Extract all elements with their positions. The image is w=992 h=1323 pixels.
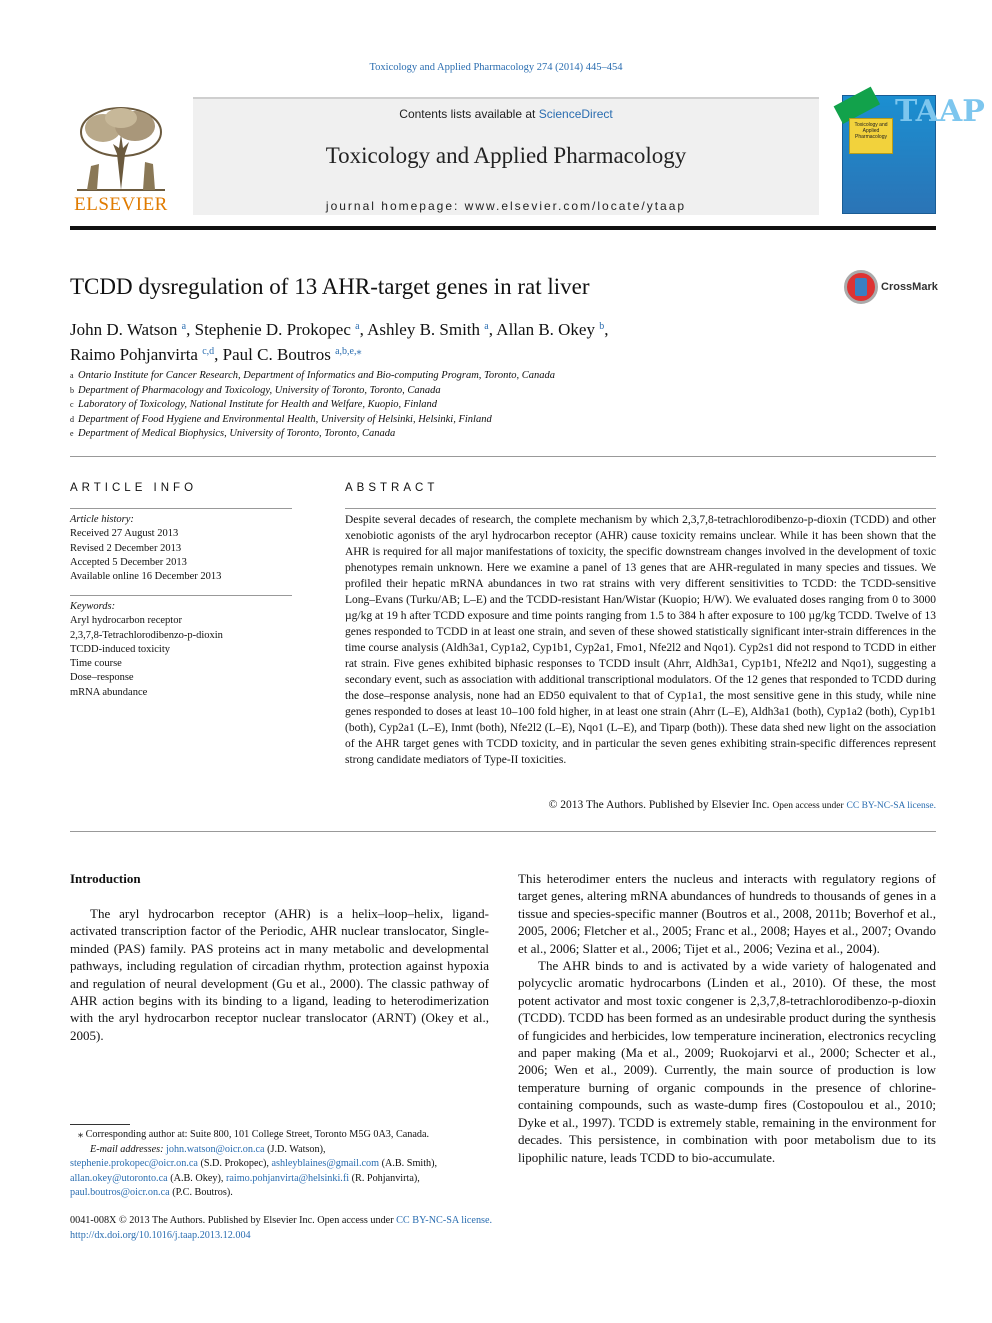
cover-letters: TAAP (895, 94, 985, 129)
author[interactable]: Allan B. Okey $^b$ (496, 320, 605, 339)
keyword: Dose–response (70, 672, 134, 684)
license-link[interactable]: CC BY-NC-SA license. (396, 1215, 493, 1226)
author[interactable]: Paul C. Boutros $^{a,b,e,⁎}$ (222, 345, 362, 364)
divider (345, 508, 936, 509)
affiliation: d Department of Food Hygiene and Environmental Health, University of Helsinki, Helsinki, Finland (70, 413, 492, 425)
divider (70, 456, 936, 457)
crossmark-icon (844, 270, 878, 304)
keyword: mRNA abundance (70, 686, 148, 698)
keyword: Aryl hydrocarbon receptor (70, 615, 182, 627)
footnote-rule (70, 1124, 130, 1125)
journal-title: Toxicology and Applied Pharmacology (325, 143, 687, 168)
section-heading: Introduction (70, 871, 141, 886)
history-item: Available online 16 December 2013 (70, 571, 222, 583)
keywords: Keywords: Aryl hydrocarbon receptor 2,3,7,8-Tetrachlorodibenzo-p-dioxin TCDD-induced toxicity Time course Dose–response mRNA abundance (70, 600, 292, 700)
author[interactable]: John D. Watson $^a$ (70, 320, 187, 339)
contents-line: Contents lists available at ScienceDirect (399, 107, 613, 121)
publisher-name: ELSEVIER (74, 194, 168, 215)
keyword: Time course (70, 658, 122, 670)
email-link[interactable]: raimo.pohjanvirta@helsinki.fi (225, 1172, 350, 1184)
author-list: John D. Watson $^a$, Stephenie D. Prokopec $^a$, Ashley B. Smith $^a$, Allan B. Okey $^b$, Raimo Pohjanvirta $^{c,d}$, Paul C. Boutros $^{a,b,e,⁎}$ (70, 320, 609, 364)
abstract-heading: ABSTRACT (345, 482, 439, 494)
email-link[interactable]: stephenie.prokopec@oicr.on.ca (70, 1158, 198, 1169)
affiliation: c Laboratory of Toxicology, National Institute for Health and Welfare, Kuopio, Finland (70, 399, 438, 410)
history-item: Accepted 5 December 2013 (70, 556, 187, 568)
body-column-left (70, 905, 489, 1044)
keyword: 2,3,7,8-Tetrachlorodibenzo-p-dioxin (70, 629, 223, 641)
affiliation: a Ontario Institute for Cancer Research, Department of Informatics and Bio-computing Program, Toronto, Canada (70, 370, 556, 381)
crossmark-label: CrossMark (881, 281, 938, 293)
author[interactable]: Raimo Pohjanvirta $^{c,d}$ (70, 345, 215, 364)
article-info-heading: ARTICLE INFO (70, 482, 198, 494)
paragraph: This heterodimer enters the nucleus and interacts with regulatory regions of target genes, altering mRNA abundances of hundreds to thousands of genes in a tissue and species-specific manner (Boutros et al., 2008, 2011b; Boverhof et al., 2005, 2006; Fletcher et al., 2005; Franc et al., 2008; Hayes et al., 2007; Ovando et al., 2006; Slatter et al., 2006; Tijet et al., 2006; Vezina et al., 2004). (518, 871, 936, 956)
corresponding-footnote: ⁎ Corresponding author at: Suite 800, 101 College Street, Toronto M5G 0A3, Canada. E-mail addresses: john.watson@oicr.on.ca (J.D. Watson), stephenie.prokopec@oicr.on.ca (S.D. Prokopec), ashleyblaines@gmail.com (A.B. Smith), allan.okey@utoronto.ca (A.B. Okey), raimo.pohjanvirta@helsinki.fi (R. Pohjanvirta), paul.boutros@oicr.on.ca (P.C. Boutros). (70, 1129, 438, 1198)
paragraph: The AHR binds to and is activated by a wide variety of halogenated and polycyclic aromatic hydrocarbons (Linden et al., 2010). Of these, the most potent activator and most toxic congener is 2,3,7,8-tetrachlorodibenzo-p-dioxin (TCDD). TCDD has been formed as an undesirable product during the synthesis of fungicides and herbicides, low temperature incineration, electronics recycling and paper making (Ma et al., 2009; Ruokojarvi et al., 2000; Schecter et al., 2006; Wen et al., 2009). Currently, the main source of production is low temperature burning of organic compounds in the presence of chlorine-containing compounds, such as waste-dump fires (Costopoulou et al., 2010; Dyke et al., 1997). TCDD is extremely stable, remaining in the environment for decades. This persistence, in combination with poor metabolism due to its lipophilic nature, leads TCDD to bio-accumulate. (518, 958, 936, 1165)
affiliations (70, 369, 936, 442)
article-title: TCDD dysregulation of 13 AHR-target genes in rat liver (70, 274, 590, 299)
paragraph: The aryl hydrocarbon receptor (AHR) is a helix–loop–helix, ligand-activated transcription factor of the Periodic, AHR nuclear translocator, Single-minded (PAS) family. PAS proteins act in many metabolic and developmental pathways, including regulation of circadian rhythm, protection against hypoxia and regulation of neural development (Gu et al., 2000). The classic pathway of AHR action begins with its binding to a ligand, leading to heterodimerization with the aryl hydrocarbon receptor nuclear translocator (ARNT) (Okey et al., 2005). (70, 906, 489, 1043)
journal-cover[interactable] (842, 94, 985, 214)
article-history: Article history: Received 27 August 2013 Revised 2 December 2013 Accepted 5 December 2013 Available online 16 December 2013 (70, 513, 292, 584)
page-footer: 0041-008X © 2013 The Authors. Published by Elsevier Inc. Open access under CC BY-NC-SA license. http://dx.doi.org/10.1016/j.taap.2013.12.004 (70, 1214, 670, 1243)
author[interactable]: Ashley B. Smith $^a$ (367, 320, 489, 339)
journal-homepage[interactable]: journal homepage: www.elsevier.com/locate/ytaap (325, 199, 687, 213)
divider (70, 595, 292, 596)
abstract-copyright: © 2013 The Authors. Published by Elsevier Inc. Open access under CC BY-NC-SA license. (548, 799, 936, 811)
divider (70, 831, 936, 832)
email-link[interactable]: john.watson@oicr.on.ca (166, 1143, 265, 1155)
crossmark-badge[interactable] (844, 270, 944, 306)
abstract-text: Despite several decades of research, the complete mechanism by which 2,3,7,8-tetrachlorodibenzo-p-dioxin (TCDD) and other xenobiotic agonists of the aryl hydrocarbon receptor (AHR) cause toxicity remains unclear. While it has been shown that the AHR is required for all major manifestations of toxicity, the specific downstream changes involved in the development of toxic phenotypes remain unknown. Here we examine a panel of 13 genes that are AHR-regulated in many species and tissues. We profiled their hepatic mRNA abundances in two rat strains with very different sensitivities to TCDD: the TCDD-sensitive Long–Evans (Turku/AB; L–E) and the TCDD-resistant Han/Wistar (Kuopio; H/W). We evaluated doses ranging from 0 to 3000 µg/kg at 19 h after TCDD exposure and time points ranging from 1.5 to 384 h after exposure to 100 µg/kg TCDD. Twelve of 13 genes responded to TCDD in at least one strain, and seven of these showed statistically significant inter-strain differences in the time course analysis (Aldh3a1, Cyp1a2, Cyp1b1, Cyp2a1, Fmo1, Nfe2l2 and Nqo1). Cyp2s1 did not respond to TCDD in either rat strain. Five genes exhibited biphasic responses to TCDD insult (Ahrr, Aldh3a1, Cyp1b1, Nfe2l2 and Nqo1), suggesting a secondary event, such as association with additional transcriptional modulators. Of the 12 genes that responded to TCDD during the dose–response analysis, none had an ED50 equivalent to that of Cyp1a1, the most sensitive gene in this study, while nine genes responded to doses at least 10–100 fold higher, in at least one strain (Ahrr (L–E), Aldh3a1 (both), Cyp1a2 (both), Cyp1b1 (both), Cyp2a1 (L–E), Inmt (both), Nfe2l2 (L–E), Nqo1 (L–E), and Tiparp (both)). These data shed new light on the association of the AHR target genes with TCDD toxicity, and in particular the seven genes exhibiting strain-specific differences represent strong candidate mediators of Type-II toxicities. (345, 514, 936, 766)
journal-banner (193, 97, 819, 215)
email-link[interactable]: paul.boutros@oicr.on.ca (70, 1187, 170, 1198)
elsevier-logo[interactable] (70, 104, 172, 216)
affiliation: b Department of Pharmacology and Toxicology, University of Toronto, Toronto, Canada (70, 384, 441, 396)
doi-link[interactable]: http://dx.doi.org/10.1016/j.taap.2013.12.004 (70, 1229, 251, 1241)
author[interactable]: Stephenie D. Prokopec $^a$ (194, 320, 360, 339)
license-link[interactable]: CC BY-NC-SA license. (846, 801, 936, 811)
body-column-right (518, 870, 936, 1166)
cover-title-box: Toxicology and Applied Pharmacology (849, 118, 893, 154)
affiliation: e Department of Medical Biophysics, University of Toronto, Toronto, Canada (70, 428, 396, 439)
history-item: Revised 2 December 2013 (70, 542, 182, 554)
keyword: TCDD-induced toxicity (70, 643, 171, 655)
email-link[interactable]: allan.okey@utoronto.ca (70, 1172, 168, 1184)
journal-citation[interactable]: Toxicology and Applied Pharmacology 274 (2014) 445–454 (369, 62, 623, 73)
email-link[interactable]: ashleyblaines@gmail.com (271, 1158, 380, 1169)
sciencedirect-link[interactable]: ScienceDirect (538, 107, 613, 121)
header-rule (70, 226, 936, 230)
elsevier-tree-icon (73, 104, 169, 192)
divider (70, 508, 292, 509)
history-item: Received 27 August 2013 (70, 528, 179, 540)
